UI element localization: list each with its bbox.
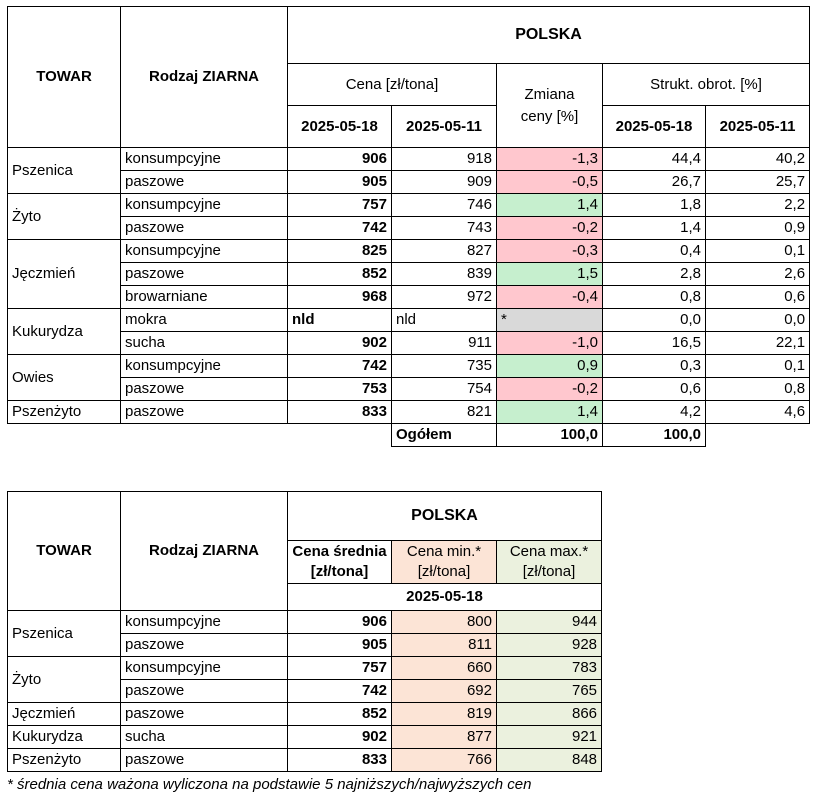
- price-change-table: [7, 6, 810, 447]
- rodzaj-cell: konsumpcyjne: [121, 240, 288, 263]
- rodzaj-cell: paszowe: [121, 680, 288, 703]
- towar-cell: Pszenżyto: [8, 401, 121, 424]
- table-row: [8, 309, 810, 332]
- cena-previous-cell: nld: [392, 309, 497, 332]
- cena-max-cell: 783: [497, 657, 602, 680]
- rodzaj-cell: sucha: [121, 726, 288, 749]
- zmiana-cell: *: [497, 309, 603, 332]
- total-strukt-previous: 100,0: [603, 424, 706, 447]
- table-row: [8, 657, 602, 680]
- cena-current-cell: nld: [288, 309, 392, 332]
- strukt-current-cell: 2,8: [603, 263, 706, 286]
- rodzaj-cell: paszowe: [121, 378, 288, 401]
- header-cena: Cena [zł/tona]: [288, 64, 497, 106]
- header-rodzaj: Rodzaj ZIARNA: [121, 492, 288, 611]
- strukt-previous-cell: 0,6: [706, 286, 810, 309]
- cena-previous-cell: 754: [392, 378, 497, 401]
- header-towar: TOWAR: [8, 492, 121, 611]
- towar-cell: Kukurydza: [8, 309, 121, 355]
- strukt-current-cell: 44,4: [603, 148, 706, 171]
- cena-max-cell: 765: [497, 680, 602, 703]
- towar-cell: Kukurydza: [8, 726, 121, 749]
- cena-current-cell: 902: [288, 332, 392, 355]
- total-strukt-current: 100,0: [497, 424, 603, 447]
- zmiana-cell: -0,5: [497, 171, 603, 194]
- header-cena-srednia-line2: [zł/tona]: [310, 563, 369, 580]
- cena-previous-cell: 972: [392, 286, 497, 309]
- strukt-previous-cell: 0,1: [706, 240, 810, 263]
- zmiana-cell: -1,3: [497, 148, 603, 171]
- cena-srednia-cell: 757: [288, 657, 392, 680]
- rodzaj-cell: paszowe: [121, 263, 288, 286]
- zmiana-cell: 1,4: [497, 194, 603, 217]
- cena-current-cell: 753: [288, 378, 392, 401]
- cena-srednia-cell: 742: [288, 680, 392, 703]
- cena-min-cell: 819: [392, 703, 497, 726]
- cena-min-cell: 877: [392, 726, 497, 749]
- towar-cell: Żyto: [8, 657, 121, 703]
- header-cena-srednia-line1: Cena średnia: [292, 543, 387, 560]
- header-cena-min-line2: [zł/tona]: [417, 563, 471, 580]
- rodzaj-cell: mokra: [121, 309, 288, 332]
- header-region: POLSKA: [288, 492, 602, 541]
- cena-srednia-cell: 852: [288, 703, 392, 726]
- header-date-strukt-previous: 2025-05-11: [706, 106, 810, 148]
- strukt-previous-cell: 0,1: [706, 355, 810, 378]
- cena-max-cell: 921: [497, 726, 602, 749]
- towar-cell: Owies: [8, 355, 121, 401]
- cena-srednia-cell: 833: [288, 749, 392, 772]
- cena-current-cell: 742: [288, 355, 392, 378]
- rodzaj-cell: sucha: [121, 332, 288, 355]
- rodzaj-cell: konsumpcyjne: [121, 611, 288, 634]
- strukt-current-cell: 0,4: [603, 240, 706, 263]
- cena-min-cell: 766: [392, 749, 497, 772]
- header-towar: TOWAR: [8, 7, 121, 148]
- zmiana-cell: -1,0: [497, 332, 603, 355]
- empty-cell: [8, 424, 121, 447]
- strukt-current-cell: 0,3: [603, 355, 706, 378]
- towar-cell: Pszenica: [8, 148, 121, 194]
- header-cena-max: [497, 541, 602, 584]
- strukt-current-cell: 4,2: [603, 401, 706, 424]
- towar-cell: Żyto: [8, 194, 121, 240]
- strukt-current-cell: 16,5: [603, 332, 706, 355]
- cena-current-cell: 968: [288, 286, 392, 309]
- empty-cell: [121, 424, 288, 447]
- table-row: [8, 749, 602, 772]
- zmiana-cell: 1,4: [497, 401, 603, 424]
- cena-max-cell: 848: [497, 749, 602, 772]
- table-row: [8, 148, 810, 171]
- cena-current-cell: 906: [288, 148, 392, 171]
- table-row: [8, 703, 602, 726]
- cena-previous-cell: 827: [392, 240, 497, 263]
- strukt-previous-cell: 0,0: [706, 309, 810, 332]
- zmiana-cell: 0,9: [497, 355, 603, 378]
- cena-previous-cell: 909: [392, 171, 497, 194]
- cena-previous-cell: 743: [392, 217, 497, 240]
- cena-current-cell: 825: [288, 240, 392, 263]
- header-strukt: Strukt. obrot. [%]: [603, 64, 810, 106]
- header-date: 2025-05-18: [288, 584, 602, 611]
- towar-cell: Jęczmień: [8, 703, 121, 726]
- rodzaj-cell: paszowe: [121, 634, 288, 657]
- rodzaj-cell: paszowe: [121, 171, 288, 194]
- cena-previous-cell: 821: [392, 401, 497, 424]
- zmiana-cell: 1,5: [497, 263, 603, 286]
- cena-current-cell: 757: [288, 194, 392, 217]
- strukt-previous-cell: 0,9: [706, 217, 810, 240]
- header-cena-srednia: [288, 541, 392, 584]
- towar-cell: Pszenica: [8, 611, 121, 657]
- header-rodzaj: Rodzaj ZIARNA: [121, 7, 288, 148]
- strukt-previous-cell: 2,2: [706, 194, 810, 217]
- zmiana-cell: -0,4: [497, 286, 603, 309]
- header-date-cena-current: 2025-05-18: [288, 106, 392, 148]
- table-row: [8, 355, 810, 378]
- table-row: [8, 726, 602, 749]
- rodzaj-cell: paszowe: [121, 401, 288, 424]
- cena-current-cell: 742: [288, 217, 392, 240]
- rodzaj-cell: konsumpcyjne: [121, 194, 288, 217]
- zmiana-cell: -0,2: [497, 217, 603, 240]
- header-cena-min-line1: Cena min.*: [406, 543, 482, 560]
- cena-previous-cell: 911: [392, 332, 497, 355]
- strukt-current-cell: 0,6: [603, 378, 706, 401]
- cena-max-cell: 944: [497, 611, 602, 634]
- price-range-table: [7, 491, 602, 772]
- cena-srednia-cell: 905: [288, 634, 392, 657]
- header-zmiana: Zmiana ceny [%]: [497, 64, 603, 148]
- footnote: * średnia cena ważona wyliczona na podstawie 5 najniższych/najwyższych cen: [7, 776, 532, 793]
- strukt-previous-cell: 2,6: [706, 263, 810, 286]
- total-label: Ogółem: [392, 424, 497, 447]
- table-row: [8, 378, 810, 401]
- header-date-cena-previous: 2025-05-11: [392, 106, 497, 148]
- strukt-previous-cell: 25,7: [706, 171, 810, 194]
- cena-srednia-cell: 902: [288, 726, 392, 749]
- header-cena-max-line2: [zł/tona]: [522, 563, 576, 580]
- strukt-current-cell: 0,0: [603, 309, 706, 332]
- total-row: [8, 424, 810, 447]
- cena-current-cell: 905: [288, 171, 392, 194]
- table-row: [8, 217, 810, 240]
- towar-cell: Pszenżyto: [8, 749, 121, 772]
- header-cena-min: [392, 541, 497, 584]
- rodzaj-cell: paszowe: [121, 217, 288, 240]
- table-row: [8, 240, 810, 263]
- strukt-current-cell: 1,8: [603, 194, 706, 217]
- cena-max-cell: 866: [497, 703, 602, 726]
- strukt-current-cell: 1,4: [603, 217, 706, 240]
- cena-max-cell: 928: [497, 634, 602, 657]
- table-row: [8, 194, 810, 217]
- cena-min-cell: 660: [392, 657, 497, 680]
- cena-current-cell: 852: [288, 263, 392, 286]
- table-row: [8, 611, 602, 634]
- header-cena-max-line1: Cena max.*: [509, 543, 589, 560]
- cena-srednia-cell: 906: [288, 611, 392, 634]
- zmiana-cell: -0,2: [497, 378, 603, 401]
- strukt-previous-cell: 0,8: [706, 378, 810, 401]
- cena-previous-cell: 918: [392, 148, 497, 171]
- rodzaj-cell: konsumpcyjne: [121, 657, 288, 680]
- rodzaj-cell: konsumpcyjne: [121, 355, 288, 378]
- rodzaj-cell: browarniane: [121, 286, 288, 309]
- cena-current-cell: 833: [288, 401, 392, 424]
- table-row: [8, 286, 810, 309]
- rodzaj-cell: paszowe: [121, 749, 288, 772]
- cena-previous-cell: 839: [392, 263, 497, 286]
- table-row: [8, 401, 810, 424]
- header-region: POLSKA: [288, 7, 810, 64]
- strukt-previous-cell: 40,2: [706, 148, 810, 171]
- zmiana-cell: -0,3: [497, 240, 603, 263]
- table-row: [8, 171, 810, 194]
- strukt-previous-cell: 22,1: [706, 332, 810, 355]
- cena-min-cell: 811: [392, 634, 497, 657]
- table-row: [8, 332, 810, 355]
- rodzaj-cell: konsumpcyjne: [121, 148, 288, 171]
- towar-cell: Jęczmień: [8, 240, 121, 309]
- cena-previous-cell: 735: [392, 355, 497, 378]
- cena-previous-cell: 746: [392, 194, 497, 217]
- cena-min-cell: 692: [392, 680, 497, 703]
- cena-min-cell: 800: [392, 611, 497, 634]
- strukt-previous-cell: 4,6: [706, 401, 810, 424]
- empty-cell: [288, 424, 392, 447]
- strukt-current-cell: 26,7: [603, 171, 706, 194]
- header-date-strukt-current: 2025-05-18: [603, 106, 706, 148]
- table-row: [8, 263, 810, 286]
- strukt-current-cell: 0,8: [603, 286, 706, 309]
- rodzaj-cell: paszowe: [121, 703, 288, 726]
